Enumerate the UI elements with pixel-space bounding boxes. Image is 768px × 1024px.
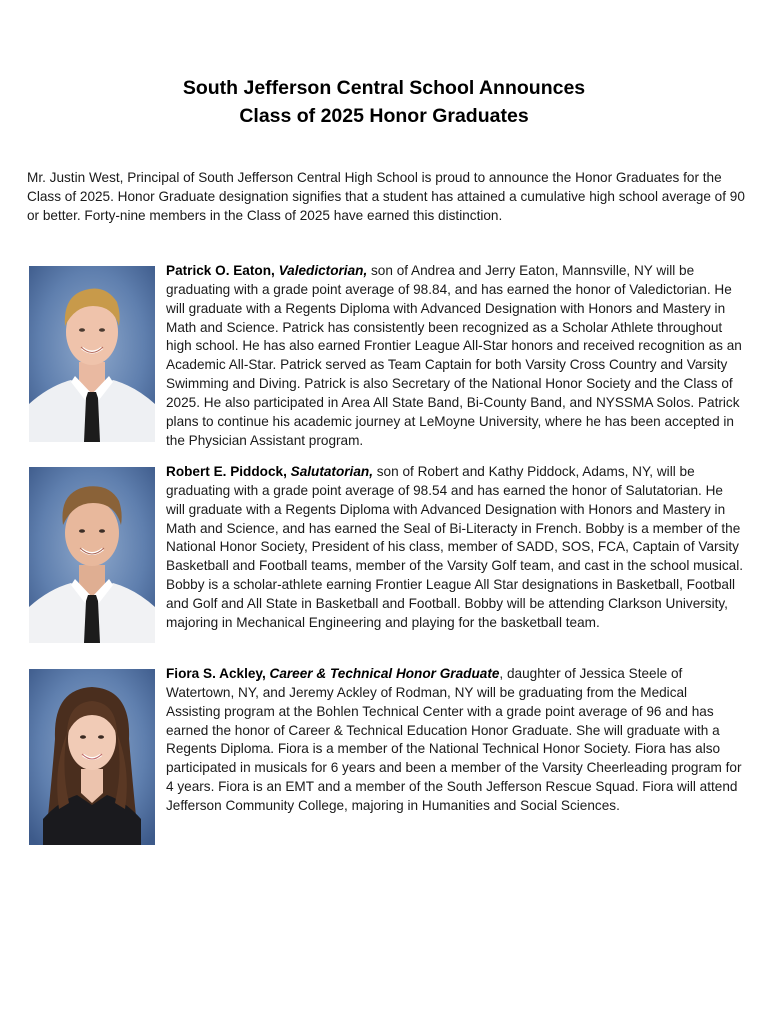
portrait-photo-patrick xyxy=(29,266,155,442)
portrait-photo-fiora xyxy=(29,669,155,845)
title-line-1: South Jefferson Central School Announces xyxy=(182,77,586,99)
title-line-2: Class of 2025 Honor Graduates xyxy=(239,105,529,127)
graduate-description: , daughter of Jessica Steele of Watertown, NY, and Jeremy Ackley of Rodman, NY will be graduating from the Medical Assisting program at the Bohlen Technical Center with a grade point average of 96 and has earned the honor of Career & Technical Education Honor Graduate. She will graduate with a Regents Diploma. Fiora is a member of the National Technical Honor Society. Fiora has also participated in musicals for 6 years and been a member of the Varsity Cheerleading program for 4 years. Fiora is an EMT and a member of the South Jefferson Rescue Squad. Fiora will attend Jefferson Community College, majoring in Humanities and Social Sciences. xyxy=(166,666,742,813)
graduate-name: Robert E. Piddock, xyxy=(166,464,287,479)
graduate-bio-patrick xyxy=(166,262,744,450)
portrait-photo-robert xyxy=(29,467,155,643)
graduate-honor: Valedictorian, xyxy=(278,263,368,278)
graduate-name: Patrick O. Eaton, xyxy=(166,263,275,278)
page-title xyxy=(0,74,768,130)
graduate-bio-fiora xyxy=(166,665,744,816)
graduate-name: Fiora S. Ackley, xyxy=(166,666,266,681)
graduate-honor: Salutatorian, xyxy=(290,464,373,479)
graduate-description: son of Andrea and Jerry Eaton, Mannsville, NY will be graduating with a grade point average of 98.84, and has earned the honor of Valedictorian. He will graduate with a Regents Diploma with Advanced Designation with Honors and Mastery in Math and Science. Patrick has consistently been recognized as a Scholar Athlete throughout high school. He has also earned Frontier League All-Star honors and received recognition as an Academic All-Star. Patrick served as Team Captain for both Varsity Cross Country and Varsity Swimming and Diving. Patrick is also Secretary of the National Honor Society and the Class of 2025. He also participated in Area All State Band, Bi-County Band, and NYSSMA Solos. Patrick plans to continue his academic journey at LeMoyne University, where he has been accepted in the Physician Assistant program. xyxy=(166,263,742,448)
graduate-honor: Career & Technical Honor Graduate xyxy=(269,666,500,681)
intro-paragraph: Mr. Justin West, Principal of South Jefferson Central High School is proud to announce the Honor Graduates for the Class of 2025. Honor Graduate designation signifies that a student has attained a cumulative high school average of 90 or better. Forty-nine members in the Class of 2025 have earned this distinction. xyxy=(27,170,745,223)
graduate-description: son of Robert and Kathy Piddock, Adams, NY, will be graduating with a grade point average of 98.54 and has earned the honor of Salutatorian. He will graduate with a Regents Diploma with Advanced Designation with Honors and Mastery in Math and Science, and has earned the Seal of Bi-Literacty in French. Bobby is a member of the National Honor Society, President of his class, member of SADD, SOS, FCA, Captain of Varsity Basketball and Football teams, member of the Varsity Golf team, and cast in the school musical. Bobby is a scholar-athlete earning Frontier League All Star designations in Basketball, Football and Golf and All State in Basketball and Football. Bobby will be attending Clarkson University, majoring in Mechanical Engineering and playing for the basketball team. xyxy=(166,464,743,630)
graduate-bio-robert xyxy=(166,463,744,633)
